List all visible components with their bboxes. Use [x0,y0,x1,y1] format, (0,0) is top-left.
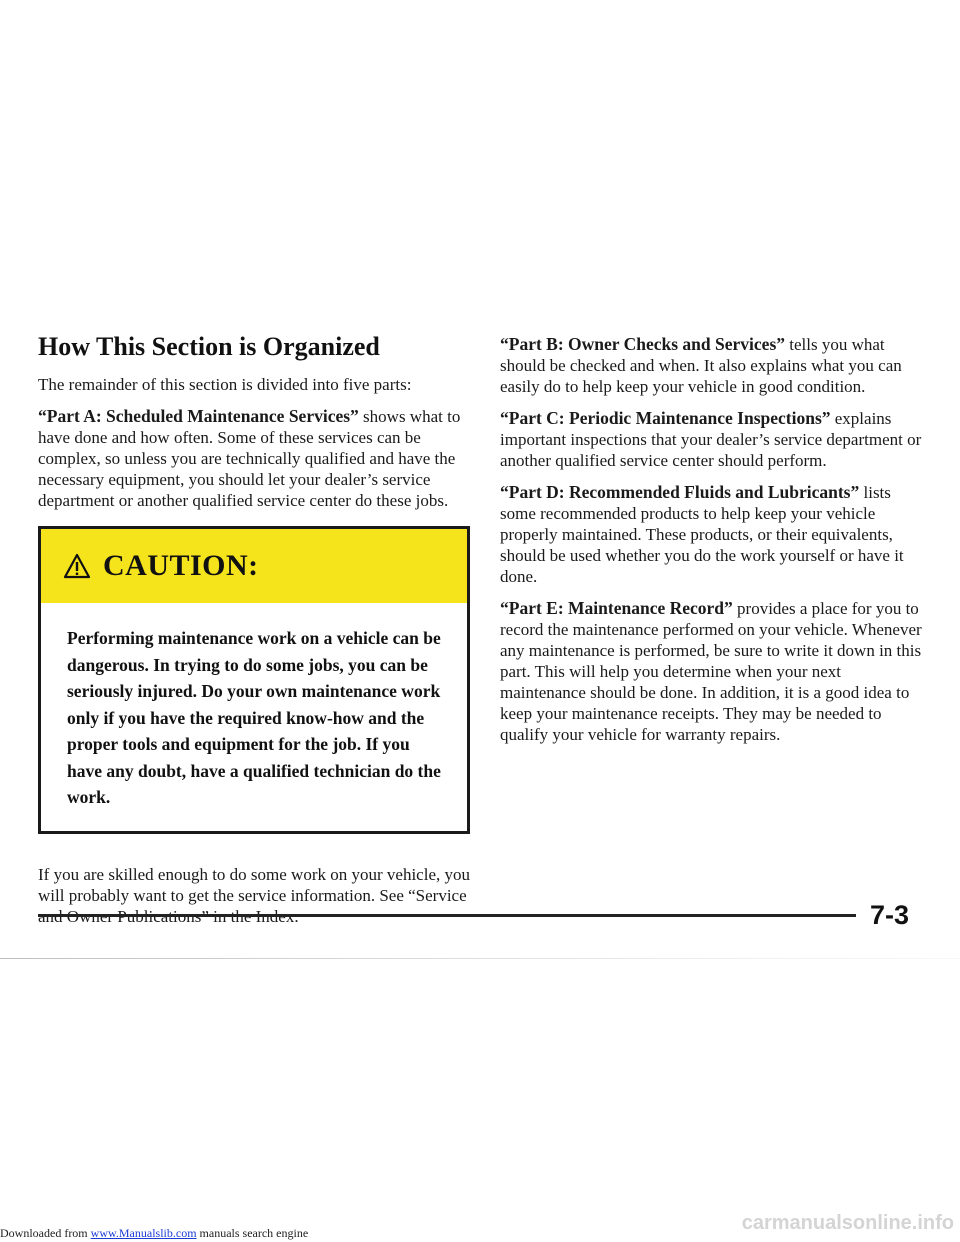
part-d-lead: “Part D: Recommended Fluids and Lubricants” [500,482,860,502]
caution-header [41,529,467,603]
part-c-text: explains important inspections that your dealer’s service department or another qualified service center should perform. [500,409,922,470]
part-d-paragraph [500,482,928,587]
part-e-lead: “Part E: Maintenance Record” [500,598,733,618]
caution-label: CAUTION: [103,549,259,582]
closing-paragraph: If you are skilled enough to do some work on your vehicle, you will probably want to get the service information. See “Service [38,864,470,905]
manualslib-link[interactable]: www.Manualslib.com [90,1226,197,1240]
caution-text: Performing maintenance work on a vehicle can be dangerous. In trying to do some jobs, you can be seriously injured. Do your own maintenance work only if you have the required know-how and the proper tools and equipment for the job. If you have any doubt, have a qualified technician do the work. [67,628,441,807]
page-number: 7-3 [870,900,910,930]
intro-paragraph: The remainder of this section is divided into five parts: [38,375,412,394]
left-column [38,332,470,938]
part-a-paragraph [38,406,470,511]
section-heading: How This Section is Organized [38,332,380,361]
right-column [500,334,928,756]
part-c-lead: “Part C: Periodic Maintenance Inspections” [500,408,831,428]
download-banner [0,1226,308,1241]
part-d-text: lists some recommended products to help keep your vehicle properly maintained. These products, or their equivalents, should be used whether you do the work yourself or have it done. [500,483,904,586]
watermark: carmanualsonline.info [741,1212,954,1234]
part-e-text: provides a place for you to record the maintenance performed on your vehicle. Whenever any maintenance is performed, be sure to write it down in this part. This will help you determine when your next maintenance should be done. In addition, it is a good idea to keep your maintenance receipts. They may be needed to qualify your vehicle for warranty repairs. [500,599,922,744]
caution-box [38,526,470,834]
part-a-lead: “Part A: Scheduled Maintenance Services” [38,406,359,426]
banner-prefix: Downloaded from [0,1226,91,1240]
footer-rule [38,914,856,917]
part-b-lead: “Part B: Owner Checks and Services” [500,334,785,354]
banner-suffix: manuals search engine [196,1226,309,1240]
part-b-paragraph [500,334,928,397]
warning-triangle-icon [63,553,91,579]
part-e-paragraph [500,598,928,745]
part-b-text: tells you what should be checked and when. It also explains what you can easily do to help keep your vehicle in good condition. [500,335,902,396]
part-a-text: shows what to have done and how often. Some of these services can be complex, so unless you are technically qualified and have the necessary equipment, you should let your dealer’s service department or another qualified service center do these jobs. [38,407,461,510]
part-c-paragraph [500,408,928,471]
scan-divider [0,958,960,959]
